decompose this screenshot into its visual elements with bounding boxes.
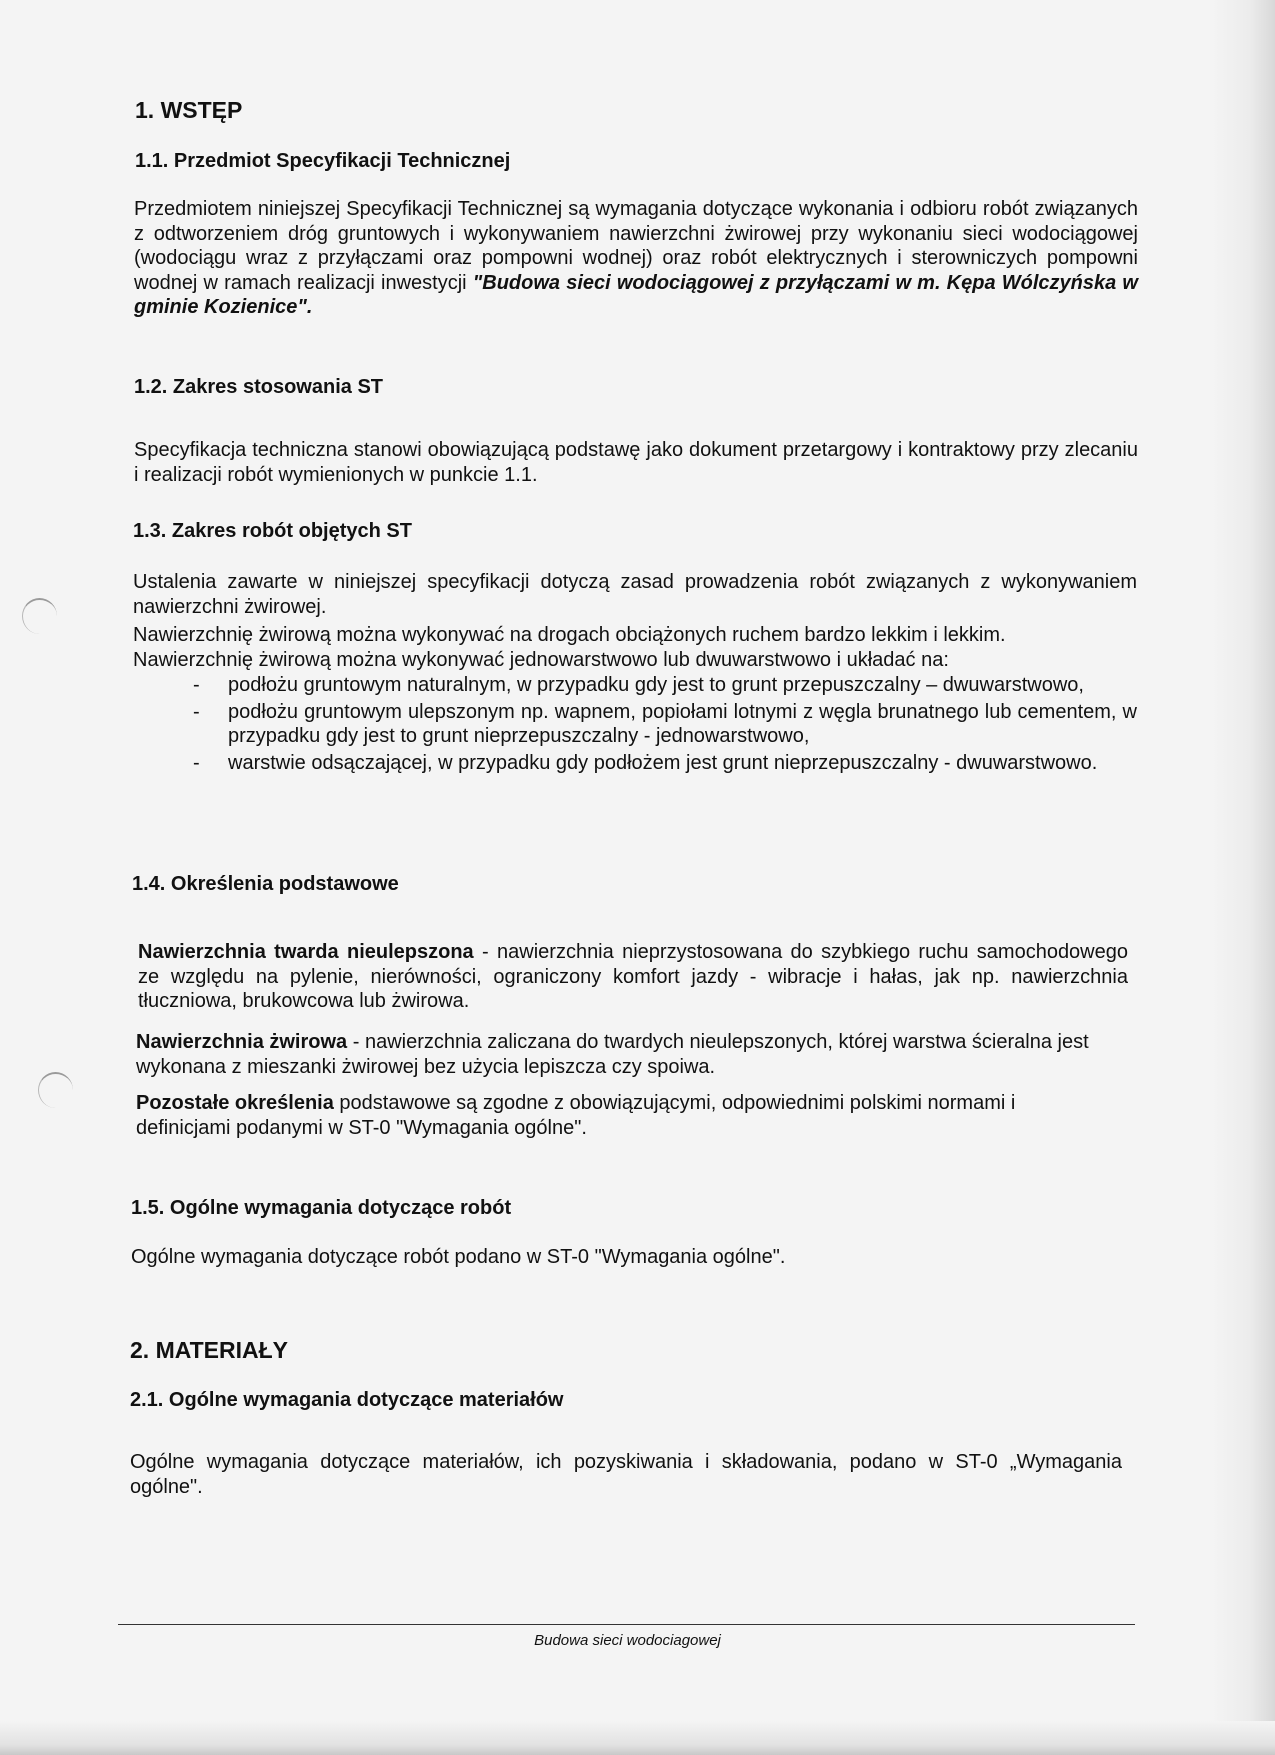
- list-dash: -: [193, 700, 200, 723]
- subsection-heading: 1.2. Zakres stosowania ST: [134, 376, 383, 398]
- list-item: [133, 700, 1137, 749]
- list-item: [133, 673, 1137, 698]
- list-item-text: podłożu gruntowym ulepszonym np. wapnem, popiołami lotnymi z węgla brunatnego lub cementem, w przypadku gdy jest to grunt nieprzepuszczalny - jednowarstwowo,: [228, 700, 1137, 747]
- page-edge-bottom: [0, 1721, 1275, 1755]
- list-dash: -: [193, 674, 200, 696]
- definition-term: Pozostałe określenia: [136, 1092, 334, 1114]
- subsection-heading: 1.5. Ogólne wymagania dotyczące robót: [131, 1197, 512, 1219]
- punch-hole-mark: [38, 1072, 73, 1108]
- subsection-heading: 1.4. Określenia podstawowe: [132, 873, 399, 895]
- page-footer: Budowa sieci wodociagowej: [534, 1632, 721, 1649]
- list-item: [133, 751, 1137, 776]
- punch-hole-mark: [22, 598, 57, 634]
- definition-term: Nawierzchnia twarda nieulepszona: [138, 941, 474, 963]
- definition-text: podstawowe są zgodne z obowiązującymi, odpowiednimi polskimi normami i definicjami podanymi w ST-0 "Wymagania ogólne".: [136, 1092, 1016, 1139]
- paragraph: [134, 197, 1138, 320]
- subsection-heading: 1.1. Przedmiot Specyfikacji Technicznej: [135, 150, 511, 172]
- definition: [136, 1030, 1126, 1079]
- definition: [136, 1091, 1096, 1140]
- section-heading: 1. WSTĘP: [135, 97, 243, 123]
- bullet-list: [133, 673, 1137, 777]
- paragraph: Specyfikacja techniczna stanowi obowiązującą podstawę jako dokument przetargowy i kontraktowy przy zlecaniu i realizacji robót wymienionych w punkcie 1.1.: [134, 439, 1138, 486]
- paragraph: Ustalenia zawarte w niniejszej specyfikacji dotyczą zasad prowadzenia robót związanych z wykonywaniem nawierzchni żwirowej.: [133, 571, 1137, 618]
- section-heading: 2. MATERIAŁY: [130, 1337, 289, 1363]
- list-dash: -: [193, 751, 200, 774]
- subsection-heading: 1.3. Zakres robót objętych ST: [133, 520, 412, 542]
- paragraph-text: Przedmiotem niniejszej Specyfikacji Technicznej są wymagania dotyczące wykonania i odbioru robót związanych z odtworzeniem dróg gruntowych i wykonywaniem nawierzchni żwirowej przy wykonaniu sieci wodociągowej (wodociągu wraz z przyłączami oraz pompowni wodnej) oraz robót elektrycznych i sterowniczych pompowni wodnej w ramach realizacji inwestycji: [134, 198, 1138, 294]
- investment-title: "Budowa sieci wodociągowej z przyłączami w m. Kępa Wólczyńska w gminie Kozienice".: [134, 271, 1138, 318]
- paragraph: Nawierzchnię żwirową można wykonywać jednowarstwowo lub dwuwarstwowo i układać na:: [133, 649, 949, 671]
- page-edge: [1211, 0, 1275, 1755]
- paragraph: Nawierzchnię żwirową można wykonywać na drogach obciążonych ruchem bardzo lekkim i lekkim.: [133, 624, 1006, 646]
- footer-divider: [118, 1624, 1135, 1625]
- definition-text: - nawierzchnia nieprzystosowana do szybkiego ruchu samochodowego ze względu na pylenie, nierówności, ograniczony komfort jazdy - wibracje i hałas, jak np. nawierzchnia tłuczniowa, brukowcowa lub żwirowa.: [138, 941, 1128, 1012]
- paragraph: Ogólne wymagania dotyczące robót podano w ST-0 "Wymagania ogólne".: [131, 1246, 786, 1268]
- subsection-heading: 2.1. Ogólne wymagania dotyczące materiałów: [130, 1389, 564, 1411]
- definition: [138, 940, 1128, 1014]
- definition-term: Nawierzchnia żwirowa: [136, 1031, 348, 1053]
- paragraph: Ogólne wymagania dotyczące materiałów, ich pozyskiwania i składowania, podano w ST-0 „Wymagania ogólne".: [130, 1451, 1122, 1498]
- list-item-text: podłożu gruntowym naturalnym, w przypadku gdy jest to grunt przepuszczalny – dwuwarstwowo,: [228, 674, 1084, 696]
- definition-text: - nawierzchnia zaliczana do twardych nieulepszonych, której warstwa ścieralna jest wykonana z mieszanki żwirowej bez użycia lepiszcza czy spoiwa.: [136, 1031, 1089, 1078]
- list-item-text: warstwie odsączającej, w przypadku gdy podłożem jest grunt nieprzepuszczalny - dwuwarstwowo.: [228, 751, 1098, 774]
